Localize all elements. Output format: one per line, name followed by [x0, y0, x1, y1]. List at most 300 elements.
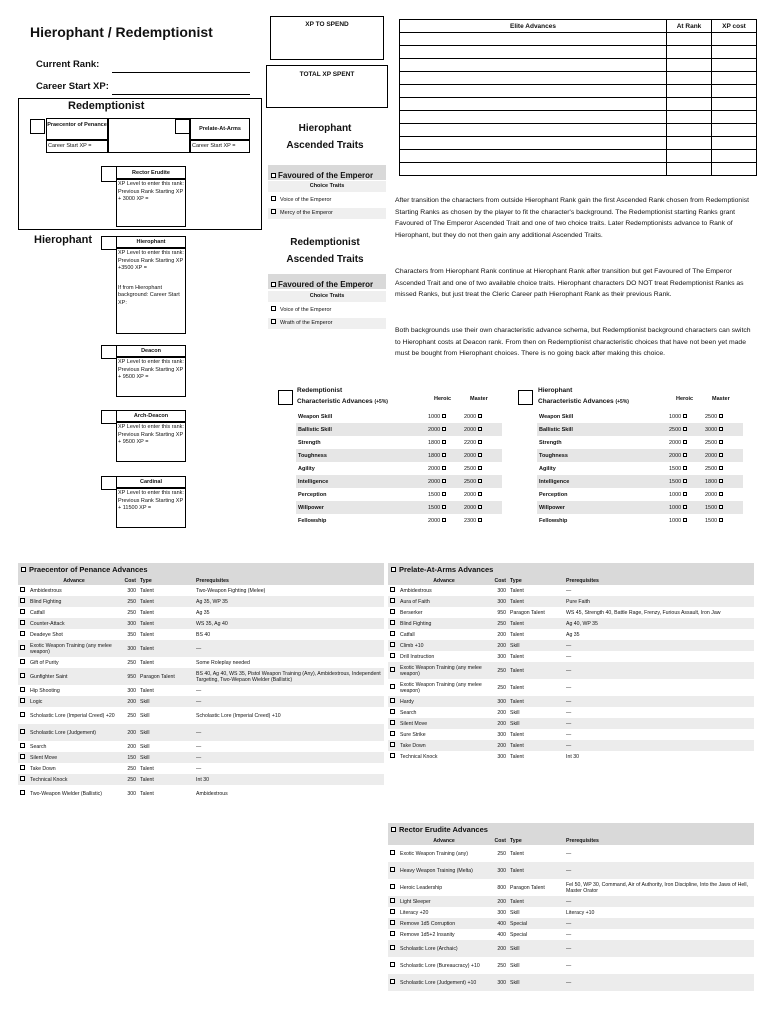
prelate-advances-title-bar [388, 563, 754, 576]
praecentor-advance-checkbox[interactable] [20, 790, 25, 795]
rector-rank-box [116, 166, 186, 179]
red-char-heroic-cost: 1800 [428, 439, 441, 446]
rector-advance-type: Special [508, 918, 564, 929]
praecentor-advance-cost: 300 [120, 640, 138, 657]
hiero-trait-1-checkbox[interactable] [271, 196, 276, 201]
prelate-advance-name: Exotic Weapon Training (any melee weapon) [398, 662, 490, 679]
prelate-advance-checkbox[interactable] [390, 684, 395, 689]
hiero-char-heroic-checkbox[interactable] [683, 492, 687, 496]
praecentor-advance-checkbox-cell [18, 741, 28, 752]
praecentor-advance-checkbox[interactable] [20, 645, 25, 650]
elite-cell[interactable] [400, 163, 667, 176]
elite-cell[interactable] [400, 72, 667, 85]
red-char-table [296, 410, 502, 527]
praecentor-advance-type: Talent [140, 609, 154, 616]
prelate-advance-prereq: Int 30 [566, 753, 579, 760]
elite-cell[interactable] [667, 72, 712, 85]
hiero-char-master-checkbox[interactable] [719, 414, 723, 418]
red-favoured-checkbox[interactable] [271, 282, 276, 287]
praecentor-advance-cost: 300 [127, 790, 136, 797]
red-char-heroic-cost: 1000 [428, 413, 441, 420]
praecentor-advance-type: Talent [140, 790, 154, 797]
rector-xp-box[interactable] [116, 179, 186, 227]
hiero-char-master-checkbox[interactable] [719, 453, 723, 457]
praecentor-advance-checkbox[interactable] [20, 598, 25, 603]
hiero-char-suffix: (+5%) [615, 399, 629, 405]
prelate-advance-name: Climb +10 [398, 640, 490, 651]
red-trait-2-checkbox[interactable] [271, 319, 276, 324]
hierophant-checkbox[interactable] [101, 236, 117, 250]
prelate-advances-checkbox[interactable] [391, 567, 396, 572]
red-char-heroic-cell [426, 410, 462, 423]
paragraph-hierophant-rank: Characters from Hierophant Rank continue at Hierophant Rank after transition but get Favoured of The Emperor Ascended Trait and one of two available choice traits. Hierophant characters DO NOT treat Redemptionist Ranks as missed Ranks, but just treat the Cleric Career path Hierophant Rank as their previous Rank. [395, 268, 744, 299]
praecentor-advance-prereq: — [196, 687, 202, 694]
elite-cell[interactable] [667, 163, 712, 176]
rector-advance-row [388, 929, 754, 940]
rector-advances-title-bar [388, 823, 754, 836]
hiero-char-heroic-checkbox[interactable] [683, 479, 687, 483]
archdeacon-checkbox[interactable] [101, 410, 117, 424]
hiero-char-heroic-cost: 1000 [669, 413, 682, 420]
prelate-advance-checkbox-cell [388, 618, 398, 629]
prelate-advance-checkbox[interactable] [390, 642, 395, 647]
praecentor-advance-name: Gift of Purity [30, 659, 59, 666]
praecentor-advance-name: Hip Shooting [30, 687, 60, 694]
hiero-char-master-checkbox[interactable] [719, 466, 723, 470]
prelate-advance-checkbox[interactable] [390, 731, 395, 736]
hiero-char-master-cost: 1500 [705, 504, 718, 511]
elite-cell[interactable] [400, 111, 667, 124]
prelate-advance-checkbox[interactable] [390, 742, 395, 747]
praecentor-advance-checkbox[interactable] [20, 673, 25, 678]
hiero-char-master-cost: 1500 [705, 517, 718, 524]
prelate-xp-box[interactable] [190, 140, 250, 153]
elite-row[interactable] [400, 163, 757, 176]
prelate-advance-checkbox[interactable] [390, 698, 395, 703]
red-favoured-label: Favoured of the Emperor [278, 280, 374, 289]
rector-advance-name: Literacy +20 [400, 909, 429, 916]
prelate-advance-checkbox[interactable] [390, 587, 395, 592]
rector-advance-checkbox[interactable] [390, 945, 395, 950]
prelate-advances-title: Prelate-At-Arms Advances [399, 565, 494, 574]
elite-cell[interactable] [712, 72, 757, 85]
prelate-col-type: Type [508, 576, 564, 585]
praecentor-advance-cost: 250 [127, 765, 136, 772]
prelate-advance-checkbox-cell [388, 596, 398, 607]
praecentor-col-prereq: Prerequisites [194, 576, 384, 585]
red-char-master-checkbox[interactable] [478, 505, 482, 509]
cardinal-xp-box[interactable] [116, 488, 186, 528]
prelate-advance-checkbox-cell [388, 585, 398, 596]
prelate-advance-checkbox[interactable] [390, 631, 395, 636]
hierophant-xp-box[interactable] [116, 248, 186, 334]
praecentor-advance-checkbox[interactable] [20, 729, 25, 734]
prelate-advance-checkbox[interactable] [390, 620, 395, 625]
cardinal-label: Cardinal [139, 479, 162, 485]
prelate-advance-cost: 200 [490, 718, 508, 729]
praecentor-advance-prereq: — [194, 640, 384, 657]
hiero-char-heroic-checkbox[interactable] [683, 440, 687, 444]
hiero-traits-heading-1: Hierophant [298, 123, 352, 134]
elite-row[interactable] [400, 59, 757, 72]
elite-row[interactable] [400, 72, 757, 85]
hiero-char-row [537, 501, 743, 514]
elite-row[interactable] [400, 85, 757, 98]
red-char-master-checkbox[interactable] [478, 492, 482, 496]
red-char-row [296, 501, 502, 514]
praecentor-advance-prereq: — [194, 752, 384, 763]
hiero-char-heroic-checkbox[interactable] [683, 466, 687, 470]
red-favoured-row [268, 274, 386, 289]
elite-cell[interactable] [712, 85, 757, 98]
cardinal-xp-text: XP Level to enter this rank: Previous Rank Starting XP + 11500 XP = [118, 490, 184, 512]
hiero-char-master-cell [703, 449, 743, 462]
elite-cell[interactable] [400, 137, 667, 150]
rector-advance-checkbox[interactable] [390, 920, 395, 925]
rector-advances-section [388, 823, 754, 991]
rector-advance-checkbox[interactable] [390, 850, 395, 855]
prelate-advance-checkbox[interactable] [390, 598, 395, 603]
red-char-heroic-cost: 2000 [428, 465, 441, 472]
red-trait-1-checkbox[interactable] [271, 306, 276, 311]
red-char-master-cost: 2000 [464, 413, 477, 420]
hiero-char-heroic-checkbox[interactable] [683, 414, 687, 418]
praecentor-advance-type: Talent [138, 618, 194, 629]
prelate-advance-row [388, 607, 754, 618]
praecentor-advance-checkbox-cell [18, 618, 28, 629]
prelate-advances-table [388, 576, 754, 762]
prelate-advance-cost: 300 [497, 753, 506, 760]
praecentor-advance-checkbox[interactable] [20, 587, 25, 592]
red-char-master-cost: 2500 [464, 465, 477, 472]
praecentor-advance-checkbox-cell [18, 785, 28, 802]
hiero-char-heroic-cost: 2000 [669, 439, 682, 446]
praecentor-advance-type: Talent [140, 631, 154, 638]
praecentor-advance-name: Silent Move [28, 752, 120, 763]
red-char-master-checkbox[interactable] [478, 466, 482, 470]
elite-row[interactable] [400, 98, 757, 111]
red-char-master-checkbox[interactable] [478, 453, 482, 457]
praecentor-advance-prereq: Some Roleplay needed [196, 659, 250, 666]
prelate-advance-cost: 200 [490, 740, 508, 751]
elite-cell[interactable] [400, 33, 667, 46]
elite-cell[interactable] [712, 124, 757, 137]
praecentor-advance-cost: 250 [127, 609, 136, 616]
praecentor-advance-checkbox-cell [18, 607, 28, 618]
praecentor-advance-row [18, 618, 384, 629]
elite-row[interactable] [400, 46, 757, 59]
prelate-advance-row [388, 618, 754, 629]
elite-cell[interactable] [712, 46, 757, 59]
rector-advance-name: Heroic Leadership [400, 884, 443, 891]
hiero-char-master-checkbox[interactable] [719, 440, 723, 444]
hiero-char-title [538, 385, 629, 408]
praecentor-advance-checkbox[interactable] [20, 631, 25, 636]
praecentor-advance-type: Talent [140, 687, 154, 694]
rector-advance-cost: 300 [497, 909, 506, 916]
prelate-advance-name: Exotic Weapon Training (any melee weapon) [400, 681, 482, 694]
red-char-master-checkbox[interactable] [478, 518, 482, 522]
hiero-favoured-checkbox[interactable] [271, 173, 276, 178]
rector-advance-checkbox-cell [388, 845, 398, 862]
praecentor-advance-cost: 200 [120, 696, 138, 707]
hiero-char-master-checkbox[interactable] [719, 518, 723, 522]
praecentor-advance-checkbox[interactable] [20, 620, 25, 625]
prelate-advance-row [388, 707, 754, 718]
prelate-advance-checkbox[interactable] [390, 609, 395, 614]
praecentor-advance-checkbox[interactable] [20, 698, 25, 703]
rector-advances-checkbox[interactable] [391, 827, 396, 832]
praecentor-advance-name: Take Down [30, 765, 56, 772]
rector-advance-name: Scholastic Lore (Judgement) +10 [398, 974, 490, 991]
praecentor-checkbox[interactable] [30, 119, 45, 134]
praecentor-advance-checkbox-cell [18, 696, 28, 707]
hiero-char-heroic-cost: 2500 [669, 426, 682, 433]
praecentor-advance-prereq: WS 35, Ag 40 [194, 618, 384, 629]
red-char-heroic-checkbox[interactable] [442, 414, 446, 418]
red-char-master-checkbox[interactable] [478, 479, 482, 483]
hiero-char-master-checkbox[interactable] [719, 492, 723, 496]
red-char-heroic-cell [426, 514, 462, 527]
elite-cell[interactable] [667, 111, 712, 124]
red-char-name: Toughness [296, 449, 426, 462]
elite-advances-table [399, 19, 757, 176]
red-char-heroic-checkbox[interactable] [442, 518, 446, 522]
red-traits-heading-1: Redemptionist [290, 237, 360, 248]
prelate-advance-prereq: — [564, 662, 754, 679]
praecentor-advance-checkbox[interactable] [20, 609, 25, 614]
praecentor-advance-checkbox[interactable] [20, 687, 25, 692]
red-char-heroic-checkbox[interactable] [442, 492, 446, 496]
hiero-char-master-header: Master [712, 396, 730, 402]
praecentor-advance-checkbox[interactable] [20, 743, 25, 748]
elite-cell[interactable] [400, 150, 667, 163]
praecentor-advance-checkbox[interactable] [20, 765, 25, 770]
elite-row[interactable] [400, 111, 757, 124]
rector-advance-checkbox[interactable] [390, 898, 395, 903]
prelate-advance-checkbox[interactable] [390, 653, 395, 658]
hiero-char-title-2: Characteristic Advances [538, 398, 614, 405]
elite-cell[interactable] [667, 33, 712, 46]
hiero-char-row [537, 462, 743, 475]
hiero-char-heroic-cost: 1500 [669, 465, 682, 472]
elite-cell[interactable] [712, 137, 757, 150]
prelate-advance-checkbox[interactable] [390, 720, 395, 725]
elite-row[interactable] [400, 150, 757, 163]
elite-cell[interactable] [400, 124, 667, 137]
prelate-header-row [388, 576, 754, 585]
hiero-char-master-checkbox[interactable] [719, 505, 723, 509]
praecentor-advance-type: Paragon Talent [138, 668, 194, 685]
paragraph-backgrounds: Both backgrounds use their own characteristic advance schema, but Redemptionist background characters can switch to Hierophant costs at Deacon rank. From then on Redemptionist characteristic choices that have not been yet made must be bought from Hierophant choices. There is no going back after making this choice. [395, 327, 751, 358]
hiero-char-master-cell [703, 475, 743, 488]
praecentor-advance-checkbox[interactable] [20, 776, 25, 781]
archdeacon-xp-text: XP Level to enter this rank: Previous Rank Starting XP + 9500 XP = [118, 424, 184, 446]
elite-cell[interactable] [667, 59, 712, 72]
praecentor-advance-checkbox[interactable] [20, 754, 25, 759]
elite-cell[interactable] [667, 137, 712, 150]
elite-cell[interactable] [400, 98, 667, 111]
rector-advance-checkbox-cell [388, 974, 398, 991]
prelate-advance-prereq: Ag 35 [566, 631, 580, 638]
hiero-char-master-checkbox[interactable] [719, 479, 723, 483]
hiero-char-master-cost: 1800 [705, 478, 718, 485]
prelate-advance-prereq: Pure Faith [564, 596, 754, 607]
rector-advance-checkbox[interactable] [390, 979, 395, 984]
prelate-checkbox[interactable] [175, 119, 190, 134]
hiero-char-heroic-checkbox[interactable] [683, 518, 687, 522]
rector-col-advance: Advance [398, 836, 490, 845]
elite-cell[interactable] [667, 150, 712, 163]
hiero-char-heroic-checkbox[interactable] [683, 453, 687, 457]
praecentor-advances-checkbox[interactable] [21, 567, 26, 572]
deacon-xp-text: XP Level to enter this rank: Previous Rank Starting XP + 9500 XP = [118, 359, 184, 381]
current-rank-field[interactable] [112, 72, 250, 73]
prelate-advance-name: Sure Strike [400, 731, 426, 738]
praecentor-advance-row [18, 707, 384, 724]
prelate-advance-row [388, 679, 754, 696]
red-char-master-checkbox[interactable] [478, 440, 482, 444]
hierophant-xp-text: XP Level to enter this rank: Previous Rank Starting XP +3500 XP = [118, 250, 184, 272]
praecentor-advance-type: Skill [140, 712, 150, 719]
red-char-heroic-checkbox[interactable] [442, 466, 446, 470]
deacon-checkbox[interactable] [101, 345, 117, 359]
red-char-master-header: Master [470, 396, 488, 402]
elite-cell[interactable] [400, 59, 667, 72]
rector-checkbox[interactable] [101, 166, 117, 182]
prelate-advance-name: Blind Fighting [398, 618, 490, 629]
elite-cell[interactable] [667, 46, 712, 59]
prelate-advance-prereq: — [564, 718, 754, 729]
hiero-char-row [537, 475, 743, 488]
deacon-xp-box[interactable] [116, 357, 186, 397]
hiero-char-master-cost: 2500 [705, 439, 718, 446]
elite-cell[interactable] [667, 124, 712, 137]
elite-cell[interactable] [712, 33, 757, 46]
praecentor-advance-name: Deadeye Shot [30, 631, 63, 638]
prelate-advance-prereq: — [564, 640, 754, 651]
rector-advance-checkbox[interactable] [390, 931, 395, 936]
prelate-advance-checkbox[interactable] [390, 667, 395, 672]
elite-cell[interactable] [667, 98, 712, 111]
praecentor-advance-cost: 300 [127, 587, 136, 594]
elite-cell[interactable] [400, 46, 667, 59]
prelate-advance-cost: 300 [497, 653, 506, 660]
hierophant-note-text: If from Hierophant background: Career Start XP: [118, 284, 180, 306]
elite-row[interactable] [400, 33, 757, 46]
elite-row[interactable] [400, 137, 757, 150]
rector-advance-checkbox[interactable] [390, 962, 395, 967]
praecentor-advance-checkbox[interactable] [20, 712, 25, 717]
praecentor-advance-checkbox-cell [18, 585, 28, 596]
praecentor-advances-title-bar [18, 563, 384, 576]
elite-cell[interactable] [712, 163, 757, 176]
elite-cell[interactable] [712, 111, 757, 124]
praecentor-advance-name: Exotic Weapon Training (any melee weapon) [28, 640, 120, 657]
red-char-heroic-checkbox[interactable] [442, 440, 446, 444]
praecentor-advance-cost: 350 [127, 631, 136, 638]
red-char-name: Ballistic Skill [296, 423, 426, 436]
prelate-advance-checkbox-cell [388, 740, 398, 751]
hiero-char-master-checkbox[interactable] [719, 427, 723, 431]
hiero-trait-2-checkbox[interactable] [271, 209, 276, 214]
elite-cell[interactable] [712, 59, 757, 72]
red-char-heroic-cell [426, 462, 462, 475]
praecentor-rank-box [46, 118, 108, 140]
praecentor-advance-checkbox-cell [18, 657, 28, 668]
hiero-char-heroic-cell [667, 501, 703, 514]
hiero-char-heroic-cell [667, 423, 703, 436]
xp-to-spend-box[interactable] [270, 16, 384, 60]
praecentor-advance-prereq: Ag 35 [196, 609, 210, 616]
red-char-heroic-cost: 2000 [428, 517, 441, 524]
elite-col-advances: Elite Advances [400, 20, 667, 33]
prelate-advance-row [388, 729, 754, 740]
prelate-advance-type: Skill [510, 709, 520, 716]
red-char-heroic-checkbox[interactable] [442, 453, 446, 457]
prelate-advance-cost: 300 [497, 731, 506, 738]
prelate-advance-type: Paragon Talent [510, 609, 545, 616]
cardinal-checkbox[interactable] [101, 476, 117, 490]
career-start-field[interactable] [112, 94, 250, 95]
prelate-advance-name: Technical Knock [400, 753, 438, 760]
red-char-checkbox[interactable] [278, 390, 293, 405]
praecentor-advances-title: Praecentor of Penance Advances [29, 565, 148, 574]
total-xp-spent-box[interactable] [266, 65, 388, 108]
elite-cell[interactable] [712, 98, 757, 111]
red-char-heroic-checkbox[interactable] [442, 479, 446, 483]
hiero-favoured-label: Favoured of the Emperor [278, 171, 374, 180]
rector-advance-cost: 200 [490, 940, 508, 957]
rector-advance-type: Skill [508, 940, 564, 957]
prelate-advance-checkbox-cell [388, 696, 398, 707]
elite-cell[interactable] [400, 85, 667, 98]
praecentor-xp-box[interactable] [46, 140, 108, 153]
prelate-col-advance: Advance [398, 576, 490, 585]
elite-row[interactable] [400, 124, 757, 137]
hiero-char-checkbox[interactable] [518, 390, 533, 405]
red-char-heroic-checkbox[interactable] [442, 427, 446, 431]
praecentor-advance-name: Catfall [30, 609, 45, 616]
praecentor-advance-checkbox-cell [18, 724, 28, 741]
rector-advance-checkbox[interactable] [390, 867, 395, 872]
rector-advance-checkbox[interactable] [390, 884, 395, 889]
prelate-advance-checkbox[interactable] [390, 709, 395, 714]
red-char-master-checkbox[interactable] [478, 414, 482, 418]
red-char-master-checkbox[interactable] [478, 427, 482, 431]
red-char-heroic-checkbox[interactable] [442, 505, 446, 509]
elite-cell[interactable] [712, 150, 757, 163]
elite-cell[interactable] [667, 85, 712, 98]
hiero-char-row [537, 488, 743, 501]
hiero-char-row [537, 436, 743, 449]
praecentor-advance-row [18, 685, 384, 696]
archdeacon-xp-box[interactable] [116, 422, 186, 462]
rector-advances-table [388, 836, 754, 991]
rector-advance-name: Scholastic Lore (Archaic) [398, 940, 490, 957]
hiero-char-name: Agility [539, 465, 556, 472]
praecentor-advance-checkbox[interactable] [20, 659, 25, 664]
prelate-advance-checkbox[interactable] [390, 753, 395, 758]
rector-advance-checkbox[interactable] [390, 909, 395, 914]
red-traits-heading [266, 234, 384, 268]
prelate-advance-type: Skill [508, 640, 564, 651]
hiero-char-heroic-checkbox[interactable] [683, 427, 687, 431]
prelate-advance-checkbox-cell [388, 718, 398, 729]
prelate-advance-row [388, 696, 754, 707]
hiero-char-heroic-checkbox[interactable] [683, 505, 687, 509]
rector-advance-prereq: — [564, 940, 754, 957]
